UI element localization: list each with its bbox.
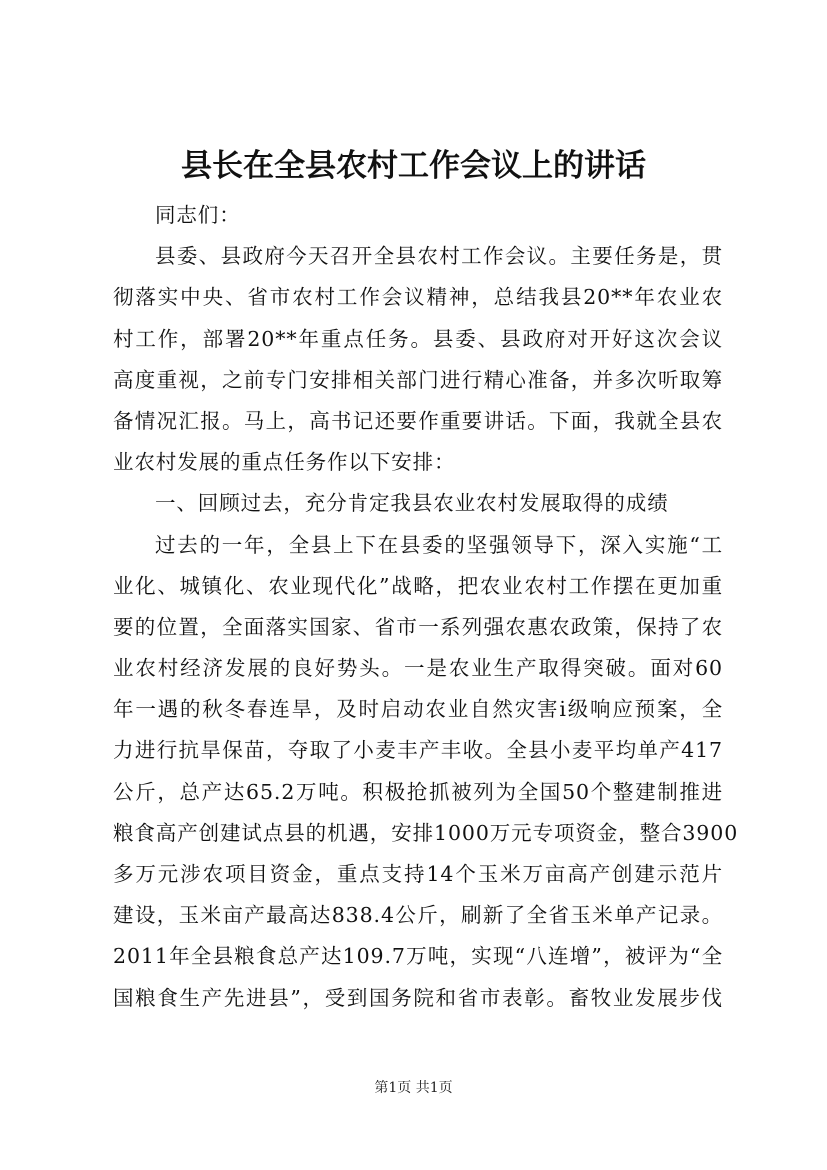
text-line: 2011年全县粮食总产达109.7万吨，实现“八连增”，被评为“全 (113, 944, 723, 969)
page-footer: 第1页 共1页 (374, 1080, 453, 1096)
text-line: 国粮食生产先进县”，受到国务院和省市表彰。畜牧业发展步伐 (113, 985, 723, 1010)
text-line: 彻落实中央、省市农村工作会议精神，总结我县20**年农业农 (113, 285, 723, 310)
text-line: 业农村经济发展的良好势头。一是农业生产取得突破。面对60 (113, 656, 723, 681)
document-body (113, 195, 739, 1019)
text-line: 多万元涉农项目资金，重点支持14个玉米万亩高产创建示范片 (113, 862, 723, 886)
text-line: 业农村发展的重点任务作以下安排： (113, 450, 456, 475)
text-line: 备情况汇报。马上，高书记还要作重要讲话。下面，我就全县农 (113, 408, 723, 433)
text-line: 过去的一年，全县上下在县委的坚强领导下，深入实施“工 (155, 532, 723, 557)
text-line: 业化、城镇化、农业现代化”战略，把农业农村工作摆在更加重 (113, 573, 723, 598)
text-line: 高度重视，之前专门安排相关部门进行精心准备，并多次听取筹 (113, 367, 723, 392)
section-heading: 一、回顾过去，充分肯定我县农业农村发展取得的成绩 (155, 491, 669, 516)
text-line: 县委、县政府今天召开全县农村工作会议。主要任务是，贯 (155, 244, 723, 269)
text-line: 年一遇的秋冬春连旱，及时启动农业自然灾害ⅰ级响应预案，全 (113, 697, 723, 722)
document-title: 县长在全县农村工作会议上的讲话 (181, 148, 646, 184)
text-line: 公斤，总产达65.2万吨。积极抢抓被列为全国50个整建制推进 (113, 779, 723, 804)
text-line: 村工作，部署20**年重点任务。县委、县政府对开好这次会议 (113, 326, 723, 351)
text-line: 粮食高产创建试点县的机遇，安排1000万元专项资金，整合3900 (113, 820, 739, 845)
text-line: 要的位置，全面落实国家、省市一系列强农惠农政策，保持了农 (113, 614, 723, 639)
salutation-line: 同志们： (155, 203, 241, 227)
text-line: 建设，玉米亩产最高达838.4公斤，刷新了全省玉米单产记录。 (113, 903, 723, 928)
text-line: 力进行抗旱保苗，夺取了小麦丰产丰收。全县小麦平均单产417 (113, 738, 723, 763)
